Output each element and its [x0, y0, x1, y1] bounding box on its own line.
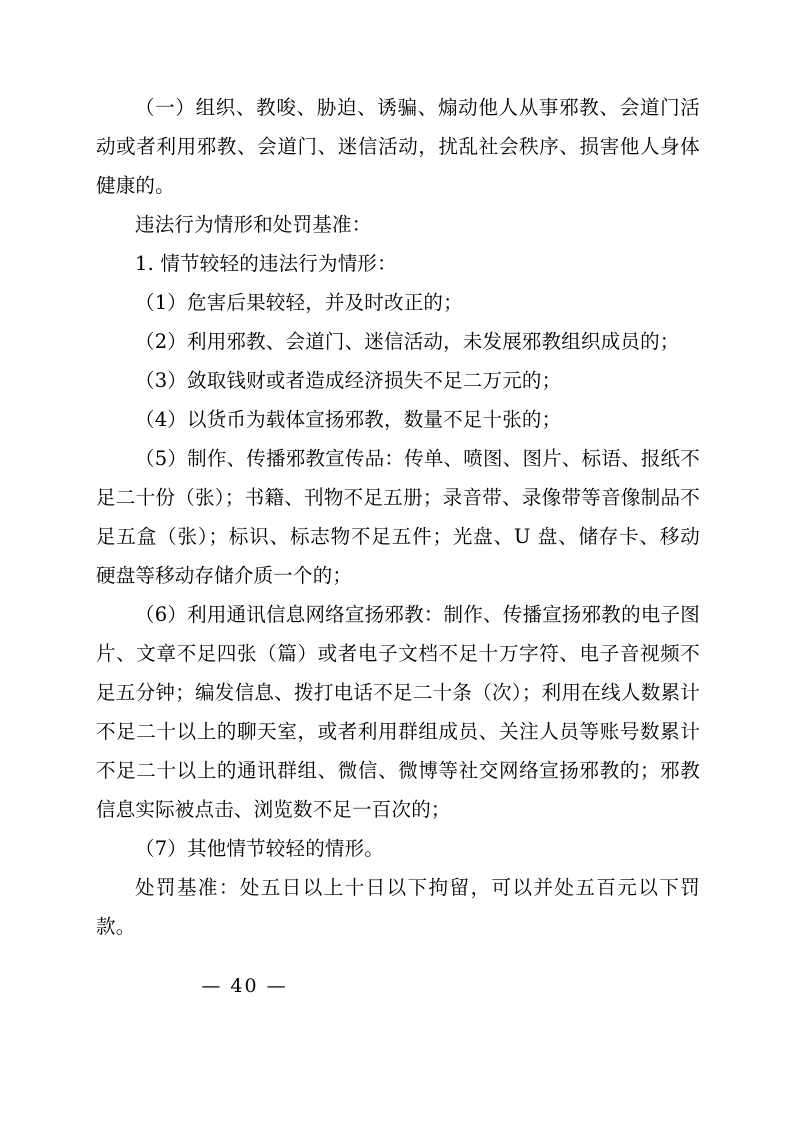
paragraph-sub-item-5: （5）制作、传播邪教宣传品：传单、喷图、图片、标语、报纸不足二十份（张）；书籍、刊物不足五册；录音带、录像带等音像制品不足五盒（张）；标识、标志物不足五件；光盘、U 盘、储存卡、移动硬盘等移动存储介质一个的； — [96, 447, 700, 587]
paragraph-sub-item-6: （6）利用通讯信息网络宣扬邪教：制作、传播宣扬邪教的电子图片、文章不足四张（篇）或者电子文档不足十万字符、电子音视频不足五分钟；编发信息、拨打电话不足二十条（次）；利用在线人数累计不足二十以上的聊天室，或者利用群组成员、关注人员等账号数累计不足二十以上的通讯群组、微信、微博等社交网络宣扬邪教的；邪教信息实际被点击、浏览数不足一百次的； — [96, 603, 700, 821]
paragraph-sub-item-2: （2）利用邪教、会道门、迷信活动，未发展邪教组织成员的； — [135, 330, 680, 353]
paragraph-sub-item-3: （3）敛取钱财或者造成经济损失不足二万元的； — [135, 369, 562, 392]
document-body — [96, 88, 700, 946]
page-number — [0, 975, 793, 997]
paragraph-list-heading-1: 1. 情节较轻的违法行为情形： — [135, 252, 397, 275]
paragraph-sub-item-1: （1）危害后果较轻，并及时改正的； — [135, 291, 463, 314]
paragraph-penalty-basis: 处罚基准：处五日以上十日以下拘留，可以并处五百元以下罚款。 — [96, 876, 700, 938]
paragraph-item-1: （一）组织、教唆、胁迫、诱骗、煽动他人从事邪教、会道门活动或者利用邪教、会道门、迷信活动，扰乱社会秩序、损害他人身体健康的。 — [96, 96, 700, 197]
paragraph-heading-basis: 违法行为情形和处罚基准： — [135, 213, 372, 236]
paragraph-sub-item-4: （4）以货币为载体宣扬邪教，数量不足十张的； — [135, 408, 562, 431]
page-number-text: — 40 — — [201, 975, 288, 997]
paragraph-sub-item-7: （7）其他情节较轻的情形。 — [135, 837, 385, 860]
